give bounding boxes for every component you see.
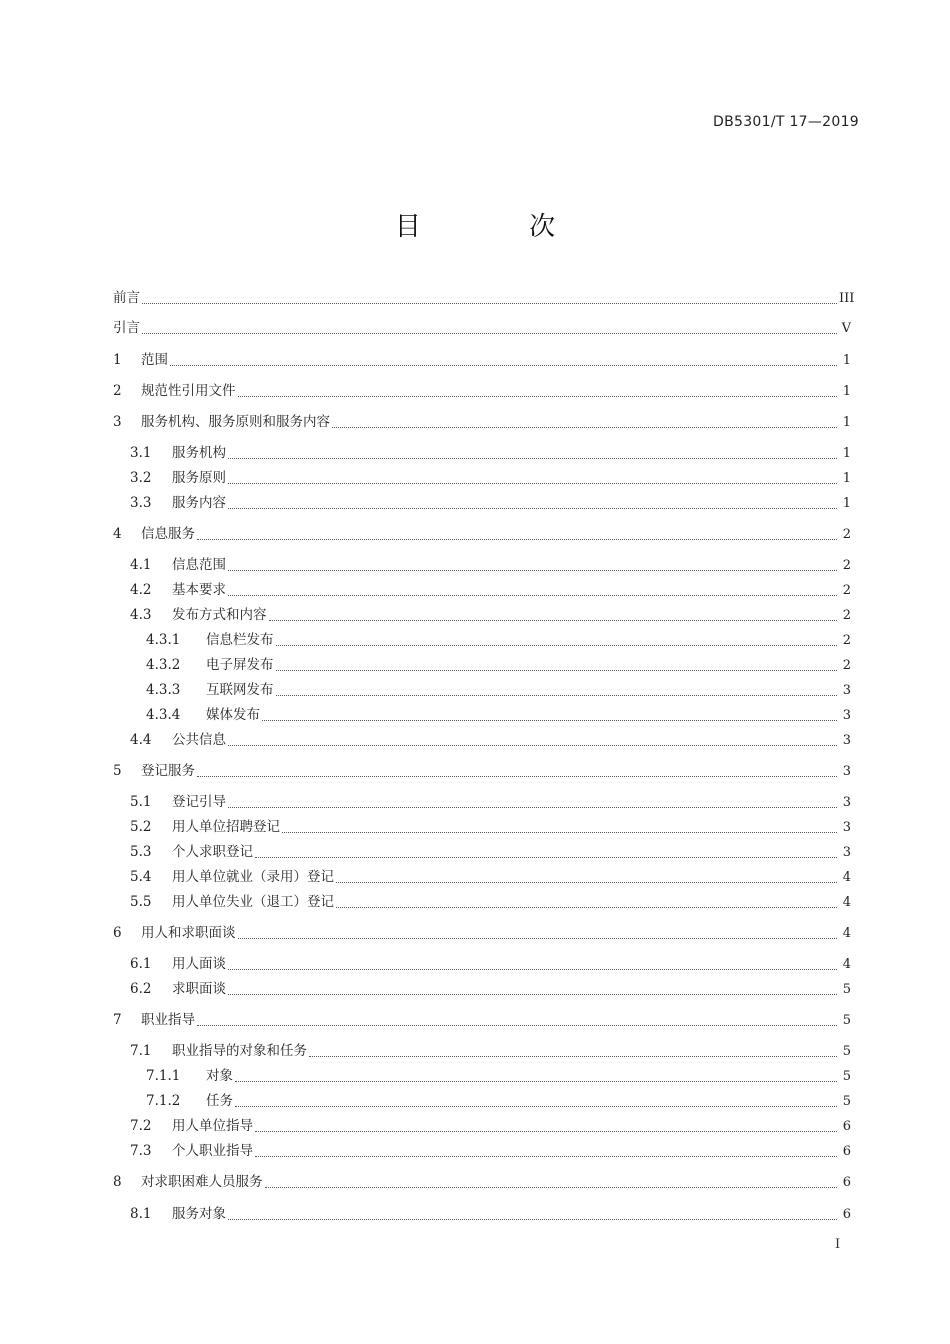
toc-entry-label: 职业指导的对象和任务 xyxy=(172,1043,307,1059)
toc-entry-page: 5 xyxy=(842,982,851,997)
toc-entry-page: 5 xyxy=(842,1013,851,1028)
toc-entry-page: 4 xyxy=(842,957,851,972)
toc-entry[interactable] xyxy=(113,761,851,781)
toc-leader-dots xyxy=(228,968,837,970)
toc-entry[interactable] xyxy=(113,493,851,513)
toc-entry-page: 1 xyxy=(842,446,851,461)
toc-leader-dots xyxy=(235,1105,837,1107)
toc-entry-page: 4 xyxy=(842,926,851,941)
toc-entry-number: 3.2 xyxy=(130,470,152,486)
toc-entry-number: 4.4 xyxy=(130,732,152,748)
toc-entry-page: 1 xyxy=(842,353,851,368)
toc-entry[interactable] xyxy=(113,350,851,370)
toc-entry-page: 2 xyxy=(842,558,851,573)
toc-entry-number: 6 xyxy=(113,925,122,941)
toc-entry-label: 发布方式和内容 xyxy=(172,607,267,623)
toc-entry-page: 6 xyxy=(842,1175,851,1190)
toc-entry-number: 4.3.4 xyxy=(146,707,181,723)
toc-entry-label: 职业指导 xyxy=(141,1012,195,1028)
toc-entry[interactable] xyxy=(113,1204,851,1224)
toc-entry[interactable] xyxy=(113,1116,851,1136)
toc-entry-label: 服务内容 xyxy=(172,495,226,511)
toc-entry[interactable] xyxy=(113,605,851,625)
toc-entry-number: 5.4 xyxy=(130,869,152,885)
toc-entry-page: 6 xyxy=(842,1144,851,1159)
toc-leader-dots xyxy=(228,744,837,746)
toc-entry-page: 1 xyxy=(842,415,851,430)
toc-entry-page: 2 xyxy=(842,608,851,623)
toc-entry-number: 5.2 xyxy=(130,819,152,835)
toc-entry-label: 规范性引用文件 xyxy=(141,383,236,399)
toc-entry-label: 引言 xyxy=(113,320,140,336)
toc-entry-label: 服务机构、服务原则和服务内容 xyxy=(141,414,330,430)
toc-entry-label: 对求职困难人员服务 xyxy=(141,1174,263,1190)
toc-entry-page: 2 xyxy=(842,658,851,673)
toc-entry-label: 电子屏发布 xyxy=(206,657,274,673)
toc-entry-label: 范围 xyxy=(141,352,168,368)
toc-entry-page: 3 xyxy=(842,683,851,698)
toc-entry-label: 用人单位失业（退工）登记 xyxy=(172,894,334,910)
toc-entry-label: 对象 xyxy=(206,1068,233,1084)
toc-entry-number: 5.3 xyxy=(130,844,152,860)
toc-leader-dots xyxy=(197,1024,837,1026)
toc-entry-label: 服务机构 xyxy=(172,445,226,461)
toc-entry[interactable] xyxy=(113,468,851,488)
toc-entry[interactable] xyxy=(113,524,851,544)
toc-entry-label: 基本要求 xyxy=(172,582,226,598)
toc-entry-label: 互联网发布 xyxy=(206,682,274,698)
toc-entry-number: 8 xyxy=(113,1174,122,1190)
toc-entry[interactable] xyxy=(113,1066,851,1086)
toc-entry[interactable] xyxy=(113,412,851,432)
toc-entry[interactable] xyxy=(113,680,851,700)
toc-leader-dots xyxy=(228,993,837,995)
toc-entry[interactable] xyxy=(113,842,851,862)
toc-leader-dots xyxy=(276,644,838,646)
toc-leader-dots xyxy=(228,1218,837,1220)
toc-entry-page: 2 xyxy=(842,527,851,542)
toc-entry[interactable] xyxy=(113,443,851,463)
toc-entry[interactable] xyxy=(113,792,851,812)
toc-entry-number: 3 xyxy=(113,414,122,430)
toc-entry-label: 媒体发布 xyxy=(206,707,260,723)
toc-entry[interactable] xyxy=(113,730,851,750)
document-code: DB5301/T 17—2019 xyxy=(713,114,859,130)
toc-entry-label: 信息栏发布 xyxy=(206,632,274,648)
toc-entry-page: 2 xyxy=(842,583,851,598)
toc-leader-dots xyxy=(228,594,837,596)
toc-entry-page: 1 xyxy=(842,471,851,486)
toc-entry-label: 服务对象 xyxy=(172,1206,226,1222)
toc-entry-page: 3 xyxy=(842,764,851,779)
toc-entry[interactable] xyxy=(113,817,851,837)
toc-leader-dots xyxy=(228,806,837,808)
toc-leader-dots xyxy=(228,457,837,459)
toc-entry[interactable] xyxy=(113,1141,851,1161)
toc-entry-label: 任务 xyxy=(206,1093,233,1109)
toc-leader-dots xyxy=(255,856,837,858)
toc-entry-number: 4.1 xyxy=(130,557,152,573)
toc-entry-page: III xyxy=(839,291,855,306)
toc-entry-number: 7.2 xyxy=(130,1118,152,1134)
toc-entry-number: 5.1 xyxy=(130,794,152,810)
toc-entry[interactable] xyxy=(113,1091,851,1111)
toc-entry-page: 3 xyxy=(842,820,851,835)
toc-leader-dots xyxy=(255,1155,837,1157)
toc-leader-dots xyxy=(282,831,837,833)
toc-entry-page: 3 xyxy=(842,795,851,810)
toc-entry-number: 7 xyxy=(113,1012,122,1028)
toc-leader-dots xyxy=(197,775,837,777)
toc-leader-dots xyxy=(336,906,837,908)
toc-entry[interactable] xyxy=(113,630,851,650)
toc-leader-dots xyxy=(276,694,838,696)
toc-entry[interactable] xyxy=(113,867,851,887)
toc-entry-page: 6 xyxy=(842,1207,851,1222)
toc-entry-page: 4 xyxy=(842,895,851,910)
toc-entry-label: 用人和求职面谈 xyxy=(141,925,236,941)
toc-entry-page: 5 xyxy=(842,1069,851,1084)
toc-entry-page: 4 xyxy=(842,870,851,885)
toc-entry-page: 1 xyxy=(842,496,851,511)
toc-entry-page: V xyxy=(841,321,851,336)
toc-entry[interactable] xyxy=(113,979,851,999)
toc-leader-dots xyxy=(265,1186,838,1188)
toc-leader-dots xyxy=(276,669,838,671)
toc-entry-number: 2 xyxy=(113,383,122,399)
toc-entry[interactable] xyxy=(113,892,851,912)
toc-entry-page: 3 xyxy=(842,708,851,723)
toc-entry-number: 4.3.2 xyxy=(146,657,181,673)
toc-entry-page: 2 xyxy=(842,633,851,648)
toc-leader-dots xyxy=(238,395,838,397)
toc-entry-label: 前言 xyxy=(113,290,140,306)
toc-leader-dots xyxy=(228,569,837,571)
page-title: 目 次 xyxy=(394,212,606,242)
toc-leader-dots xyxy=(336,881,837,883)
toc-entry-number: 5 xyxy=(113,763,122,779)
toc-entry-page: 3 xyxy=(842,845,851,860)
toc-entry[interactable] xyxy=(113,655,851,675)
toc-entry[interactable] xyxy=(113,580,851,600)
toc-entry-page: 1 xyxy=(842,384,851,399)
toc-entry[interactable] xyxy=(113,705,851,725)
toc-entry[interactable] xyxy=(113,1041,851,1061)
toc-entry-number: 3.3 xyxy=(130,495,152,511)
toc-leader-dots xyxy=(228,482,837,484)
toc-leader-dots xyxy=(228,507,837,509)
toc-leader-dots xyxy=(269,619,838,621)
toc-leader-dots xyxy=(197,538,837,540)
toc-entry-label: 信息范围 xyxy=(172,557,226,573)
toc-leader-dots xyxy=(332,426,837,428)
toc-entry-number: 6.2 xyxy=(130,981,152,997)
toc-entry-page: 3 xyxy=(842,733,851,748)
toc-entry-label: 用人面谈 xyxy=(172,956,226,972)
toc-entry-number: 7.1.1 xyxy=(146,1068,181,1084)
page-number: I xyxy=(835,1237,841,1252)
toc-entry[interactable] xyxy=(113,954,851,974)
toc-entry-number: 7.3 xyxy=(130,1143,152,1159)
toc-entry-number: 7.1.2 xyxy=(146,1093,181,1109)
toc-leader-dots xyxy=(235,1080,837,1082)
toc-entry-number: 4.3.3 xyxy=(146,682,181,698)
toc-entry-number: 4.3 xyxy=(130,607,152,623)
toc-leader-dots xyxy=(142,302,837,304)
toc-entry-label: 个人求职登记 xyxy=(172,844,253,860)
toc-entry-number: 4 xyxy=(113,526,122,542)
toc-entry[interactable] xyxy=(113,318,851,338)
toc-entry[interactable] xyxy=(113,555,851,575)
toc-entry-number: 8.1 xyxy=(130,1206,152,1222)
toc-entry-label: 信息服务 xyxy=(141,526,195,542)
toc-entry-label: 求职面谈 xyxy=(172,981,226,997)
toc-entry-label: 登记服务 xyxy=(141,763,195,779)
toc-entry[interactable] xyxy=(113,288,855,308)
toc-entry-label: 用人单位就业（录用）登记 xyxy=(172,869,334,885)
toc-leader-dots xyxy=(309,1055,837,1057)
toc-entry[interactable] xyxy=(113,381,851,401)
toc-leader-dots xyxy=(170,364,837,366)
toc-entry-label: 公共信息 xyxy=(172,732,226,748)
toc-leader-dots xyxy=(262,719,837,721)
toc-entry-label: 个人职业指导 xyxy=(172,1143,253,1159)
toc-entry-number: 5.5 xyxy=(130,894,152,910)
toc-entry-label: 服务原则 xyxy=(172,470,226,486)
toc-entry-label: 用人单位指导 xyxy=(172,1118,253,1134)
toc-entry-label: 登记引导 xyxy=(172,794,226,810)
toc-entry-number: 1 xyxy=(113,352,122,368)
toc-leader-dots xyxy=(142,332,837,334)
toc-entry-number: 3.1 xyxy=(130,445,152,461)
toc-leader-dots xyxy=(255,1130,837,1132)
toc-leader-dots xyxy=(238,937,838,939)
toc-entry-page: 6 xyxy=(842,1119,851,1134)
toc-entry-number: 7.1 xyxy=(130,1043,152,1059)
toc-entry[interactable] xyxy=(113,1172,851,1192)
toc-entry[interactable] xyxy=(113,923,851,943)
toc-entry-label: 用人单位招聘登记 xyxy=(172,819,280,835)
toc-entry-page: 5 xyxy=(842,1044,851,1059)
toc-entry-page: 5 xyxy=(842,1094,851,1109)
toc-entry-number: 4.2 xyxy=(130,582,152,598)
toc-entry[interactable] xyxy=(113,1010,851,1030)
toc-entry-number: 4.3.1 xyxy=(146,632,181,648)
toc-entry-number: 6.1 xyxy=(130,956,152,972)
